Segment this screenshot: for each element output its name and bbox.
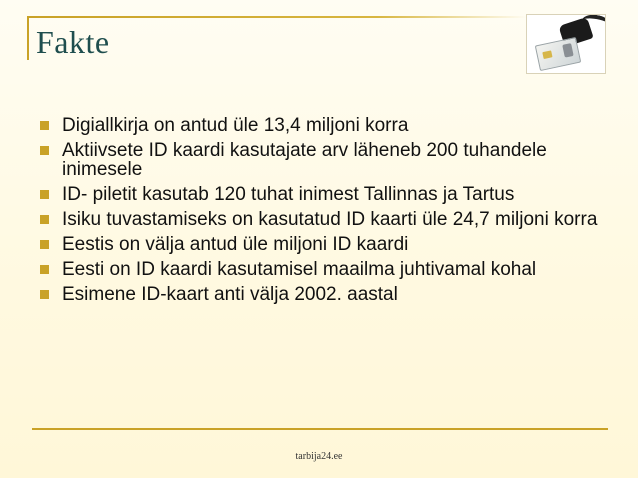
footer-source: tarbija24.ee	[295, 451, 343, 462]
list-item-text: Eestis on välja antud üle miljoni ID kaardi	[62, 234, 409, 255]
list-item-text: ID- piletit kasutab 120 tuhat inimest Tallinnas ja Tartus	[62, 184, 515, 205]
list-item	[40, 185, 600, 204]
list-item	[40, 210, 600, 229]
fact-list	[40, 116, 600, 310]
bullet-square-icon	[40, 290, 49, 299]
list-item-text: Aktiivsete ID kaardi kasutajate arv läheneb 200 tuhandele inimesele	[62, 140, 547, 180]
list-item	[40, 141, 600, 179]
footer-rule	[32, 428, 608, 430]
bullet-square-icon	[40, 121, 49, 130]
title-vertical-rule	[27, 16, 29, 60]
bullet-square-icon	[40, 146, 49, 155]
bullet-square-icon	[40, 265, 49, 274]
slide-title: Fakte	[36, 24, 110, 60]
list-item-text: Isiku tuvastamiseks on kasutatud ID kaarti üle 24,7 miljoni korra	[62, 209, 598, 230]
card-chip	[542, 50, 552, 59]
bullet-square-icon	[40, 190, 49, 199]
list-item-text: Esimene ID-kaart anti välja 2002. aastal	[62, 284, 398, 305]
list-item	[40, 235, 600, 254]
id-card-reader-photo	[526, 14, 606, 74]
bullet-square-icon	[40, 240, 49, 249]
card-photo	[562, 43, 574, 58]
list-item-text: Eesti on ID kaardi kasutamisel maailma juhtivamal kohal	[62, 259, 537, 280]
list-item	[40, 260, 600, 279]
title-top-rule	[27, 16, 527, 18]
bullet-square-icon	[40, 215, 49, 224]
list-item-text: Digiallkirja on antud üle 13,4 miljoni korra	[62, 115, 409, 136]
id-card-icon	[535, 37, 581, 71]
list-item	[40, 285, 600, 304]
list-item	[40, 116, 600, 135]
